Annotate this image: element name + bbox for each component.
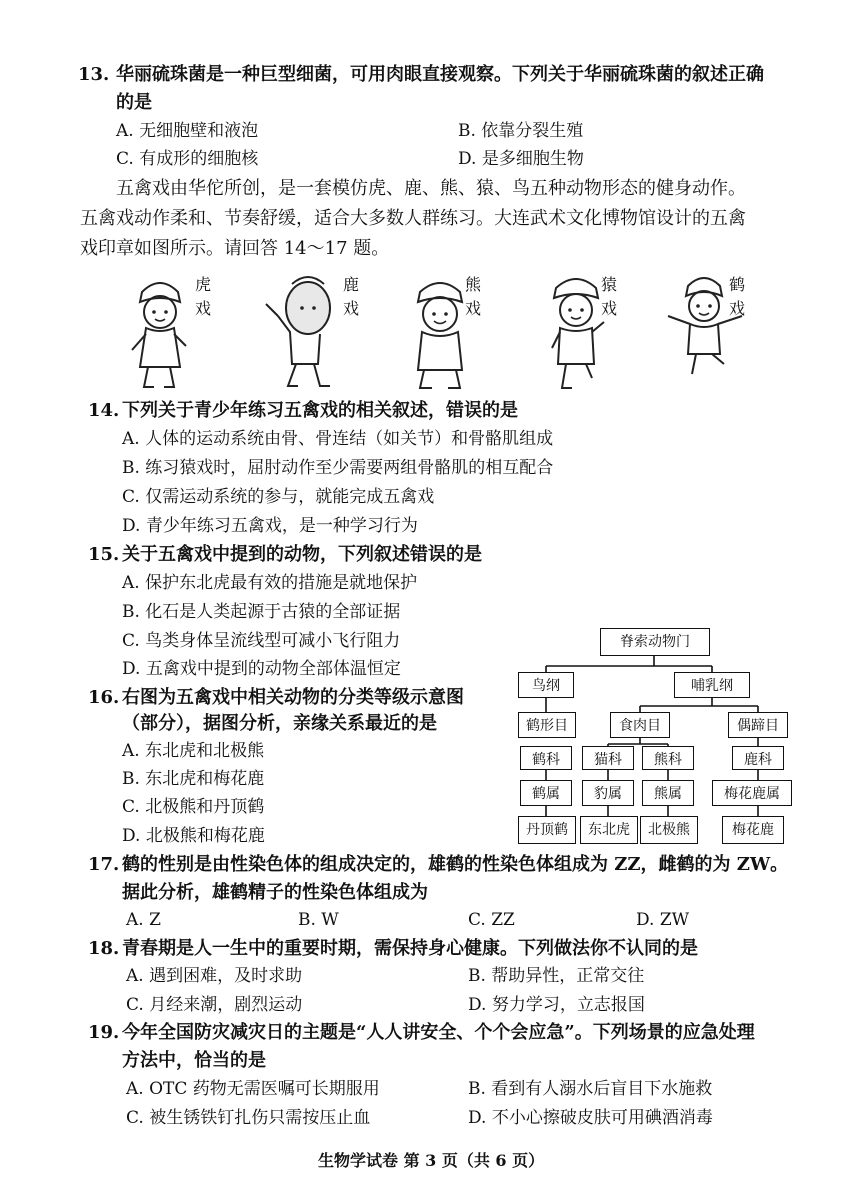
tree-node-family-felidae: 猫科 xyxy=(582,746,634,770)
q14-option-c: C. 仅需运动系统的参与，就能完成五禽戏 xyxy=(122,487,435,507)
q15-number: 15. xyxy=(88,544,120,565)
q19-stem-line1: 今年全国防灾减灾日的主题是“人人讲安全、个个会应急”。下列场景的应急处理 xyxy=(122,1022,755,1043)
q13-option-b: B. 依靠分裂生殖 xyxy=(458,121,584,141)
q13-number: 13. xyxy=(78,64,110,85)
tree-node-class-mammalia: 哺乳纲 xyxy=(674,672,750,698)
q13-option-c: C. 有成形的细胞核 xyxy=(116,149,259,169)
figure-3-label-top: 熊 xyxy=(464,275,481,294)
figure-1-label-top: 虎 xyxy=(194,275,211,294)
q19-option-b: B. 看到有人溺水后盲目下水施救 xyxy=(468,1079,713,1099)
q16-number: 16. xyxy=(88,687,120,708)
tree-node-order-gruiformes: 鹤形目 xyxy=(518,712,576,738)
q15-stem: 关于五禽戏中提到的动物，下列叙述错误的是 xyxy=(122,544,482,565)
q15-option-b: B. 化石是人类起源于古猿的全部证据 xyxy=(122,602,401,622)
q17-stem-line2: 据此分析，雄鹤精子的性染色体组成为 xyxy=(122,882,428,903)
q17-stem-line1: 鹤的性别是由性染色体的组成决定的，雄鹤的性染色体组成为 ZZ，雌鹤的为 ZW。 xyxy=(122,854,789,875)
q15-option-c: C. 鸟类身体呈流线型可减小飞行阻力 xyxy=(122,631,401,651)
passage-line1: 五禽戏由华佗所创，是一套模仿虎、鹿、熊、猿、鸟五种动物形态的健身动作。 xyxy=(116,178,746,199)
q13-option-a: A. 无细胞壁和液泡 xyxy=(116,121,259,141)
tree-node-phylum: 脊索动物门 xyxy=(600,628,710,656)
figure-3-label-bottom: 戏 xyxy=(464,299,481,318)
tree-node-species-polar-bear: 北极熊 xyxy=(640,816,698,844)
q19-option-d: D. 不小心擦破皮肤可用碘酒消毒 xyxy=(468,1108,713,1128)
classification-tree xyxy=(516,620,792,848)
q13-stem-line1: 华丽硫珠菌是一种巨型细菌，可用肉眼直接观察。下列关于华丽硫珠菌的叙述正确 xyxy=(116,64,764,85)
tree-node-family-gruidae: 鹤科 xyxy=(520,746,572,770)
figure-1-label-bottom: 戏 xyxy=(194,299,211,318)
q14-number: 14. xyxy=(88,400,120,421)
q13-option-d: D. 是多细胞生物 xyxy=(458,149,584,169)
page-footer: 生物学试卷 第 3 页（共 6 页） xyxy=(318,1151,545,1170)
tree-node-order-artiodactyla: 偶蹄目 xyxy=(728,712,788,738)
q17-option-a: A. Z xyxy=(126,910,161,930)
tree-node-order-carnivora: 食肉目 xyxy=(610,712,670,738)
q16-stem-line2: （部分），据图分析，亲缘关系最近的是 xyxy=(122,713,437,734)
figure-2-label-top: 鹿 xyxy=(342,275,359,294)
tiger-play-figure xyxy=(120,272,200,392)
q18-option-a: A. 遇到困难，及时求助 xyxy=(126,966,303,986)
q18-stem: 青春期是人一生中的重要时期，需保持身心健康。下列做法你不认同的是 xyxy=(122,938,698,959)
tree-node-genus-panthera: 豹属 xyxy=(582,780,634,806)
figure-5-label-bottom: 戏 xyxy=(728,299,745,318)
wuqinxi-stamp-figure xyxy=(110,264,770,394)
q14-option-a: A. 人体的运动系统由骨、骨连结（如关节）和骨骼肌组成 xyxy=(122,429,554,449)
q18-option-c: C. 月经来潮，剧烈运动 xyxy=(126,995,303,1015)
tree-node-genus-cervus: 梅花鹿属 xyxy=(712,780,792,806)
q18-option-d: D. 努力学习，立志报国 xyxy=(468,995,645,1015)
passage-line2: 五禽戏动作柔和、节奏舒缓，适合大多数人群练习。大连武术文化博物馆设计的五禽 xyxy=(80,208,746,229)
tree-node-genus-grus: 鹤属 xyxy=(520,780,572,806)
tree-node-genus-ursus: 熊属 xyxy=(642,780,694,806)
q19-option-c: C. 被生锈铁钉扎伤只需按压止血 xyxy=(126,1108,371,1128)
q14-option-b: B. 练习猿戏时，屈肘动作至少需要两组骨骼肌的相互配合 xyxy=(122,458,554,478)
q17-option-c: C. ZZ xyxy=(468,910,515,930)
deer-play-figure xyxy=(258,264,344,392)
figure-4-label-top: 猿 xyxy=(600,275,617,294)
figure-5-label-top: 鹤 xyxy=(728,275,745,294)
q15-option-d: D. 五禽戏中提到的动物全部体温恒定 xyxy=(122,659,401,679)
q18-number: 18. xyxy=(88,938,120,959)
q14-stem: 下列关于青少年练习五禽戏的相关叙述，错误的是 xyxy=(122,400,518,421)
q14-option-d: D. 青少年练习五禽戏，是一种学习行为 xyxy=(122,516,418,536)
q16-option-a: A. 东北虎和北极熊 xyxy=(122,741,265,761)
figure-4-label-bottom: 戏 xyxy=(600,299,617,318)
q19-option-a: A. OTC 药物无需医嘱可长期服用 xyxy=(126,1079,380,1099)
tree-node-species-amur-tiger: 东北虎 xyxy=(580,816,638,844)
tree-node-family-ursidae: 熊科 xyxy=(642,746,694,770)
q16-option-b: B. 东北虎和梅花鹿 xyxy=(122,769,265,789)
q16-stem-line1: 右图为五禽戏中相关动物的分类等级示意图 xyxy=(122,687,464,708)
q17-number: 17. xyxy=(88,854,120,875)
q19-number: 19. xyxy=(88,1022,120,1043)
tree-node-species-red-crowned-crane: 丹顶鹤 xyxy=(518,816,576,844)
q16-option-d: D. 北极熊和梅花鹿 xyxy=(122,826,265,846)
tree-node-species-sika-deer: 梅花鹿 xyxy=(722,816,784,844)
q16-option-c: C. 北极熊和丹顶鹤 xyxy=(122,797,265,817)
passage-line3: 戏印章如图所示。请回答 14～17 题。 xyxy=(80,238,390,259)
q19-stem-line2: 方法中，恰当的是 xyxy=(122,1050,266,1071)
figure-2-label-bottom: 戏 xyxy=(342,299,359,318)
q15-option-a: A. 保护东北虎最有效的措施是就地保护 xyxy=(122,573,418,593)
q18-option-b: B. 帮助异性，正常交往 xyxy=(468,966,645,986)
q17-option-b: B. W xyxy=(298,910,339,930)
tree-node-family-cervidae: 鹿科 xyxy=(732,746,784,770)
q17-option-d: D. ZW xyxy=(636,910,690,930)
q13-stem-line2: 的是 xyxy=(116,92,152,113)
tree-node-class-aves: 鸟纲 xyxy=(518,672,574,698)
